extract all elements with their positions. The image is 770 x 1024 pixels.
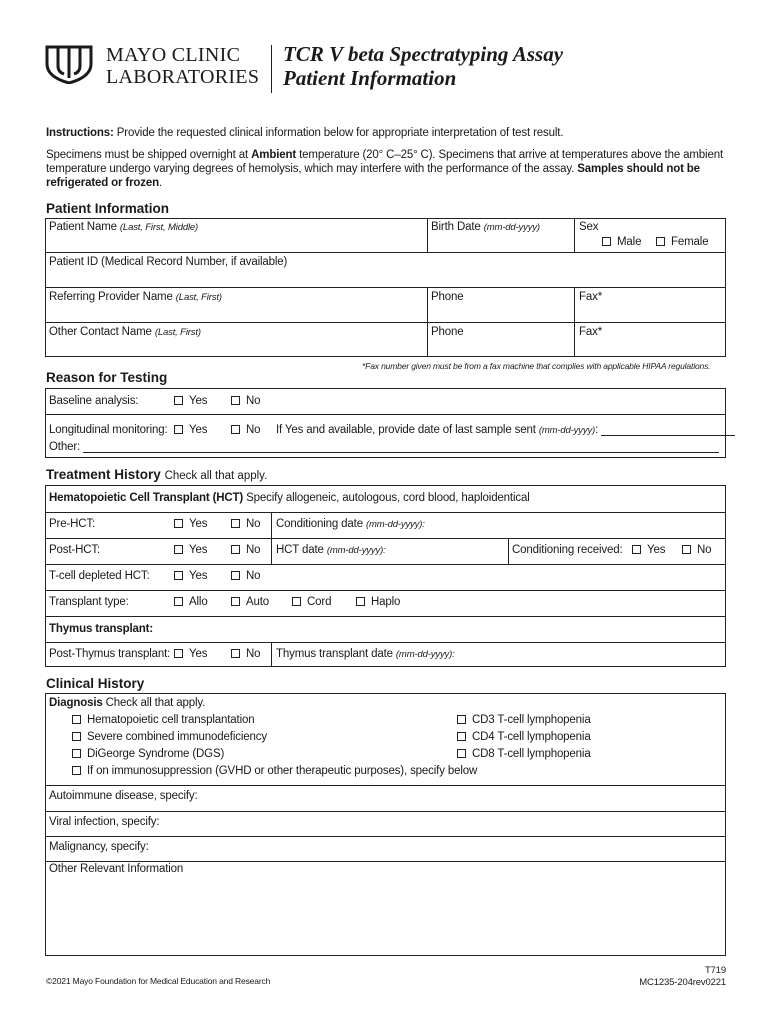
divider bbox=[45, 564, 726, 565]
patient-info-heading: Patient Information bbox=[46, 201, 170, 216]
other-fax-field[interactable]: Fax* bbox=[579, 326, 603, 338]
referring-fax-field[interactable]: Fax* bbox=[579, 291, 603, 303]
checkbox-icon bbox=[682, 545, 691, 554]
checkbox-icon bbox=[632, 545, 641, 554]
diagnosis-note: Check all that apply. bbox=[105, 697, 206, 709]
divider bbox=[271, 642, 272, 667]
no-label: No bbox=[246, 518, 261, 530]
logo-line1: MAYO CLINIC bbox=[106, 44, 241, 66]
logo-line2: LABORATORIES bbox=[106, 66, 260, 88]
header-divider bbox=[271, 45, 272, 93]
sex-female-checkbox[interactable] bbox=[656, 236, 708, 248]
other-info-field[interactable]: Other Relevant Information bbox=[49, 863, 184, 875]
pre-hct-yes-checkbox[interactable] bbox=[174, 518, 207, 530]
no-label: No bbox=[246, 544, 261, 556]
auto-label: Auto bbox=[246, 596, 270, 608]
instructions-line bbox=[46, 127, 563, 139]
post-hct-no-checkbox[interactable] bbox=[231, 544, 260, 556]
mayo-shield-logo-icon bbox=[44, 44, 94, 84]
checkbox-icon bbox=[174, 396, 183, 405]
post-thymus-label: Post-Thymus transplant: bbox=[49, 648, 171, 660]
checkbox-icon bbox=[174, 545, 183, 554]
divider bbox=[45, 538, 726, 539]
divider bbox=[574, 218, 575, 252]
diag-scid-checkbox[interactable] bbox=[72, 731, 267, 743]
other-contact-label: Other Contact Name bbox=[49, 326, 152, 338]
form-code-t719: T719 bbox=[704, 965, 726, 976]
sex-male-checkbox[interactable] bbox=[602, 236, 641, 248]
conditioning-received-label: Conditioning received: bbox=[512, 544, 623, 556]
divider bbox=[45, 811, 726, 812]
diag-dgs-checkbox[interactable] bbox=[72, 748, 224, 760]
other-phone-field[interactable]: Phone bbox=[431, 326, 464, 338]
pre-hct-label: Pre-HCT: bbox=[49, 518, 96, 530]
diag-cd4-checkbox[interactable] bbox=[457, 731, 591, 743]
post-thymus-yes-checkbox[interactable] bbox=[174, 648, 207, 660]
malignancy-field[interactable]: Malignancy, specify: bbox=[49, 841, 149, 853]
divider bbox=[574, 287, 575, 357]
birth-date-field[interactable] bbox=[431, 221, 540, 233]
divider bbox=[45, 252, 726, 253]
patient-id-field[interactable]: Patient ID (Medical Record Number, if available) bbox=[49, 256, 288, 268]
longitudinal-no-checkbox[interactable] bbox=[231, 424, 260, 436]
divider bbox=[508, 538, 509, 564]
no-label: No bbox=[246, 570, 261, 582]
divider bbox=[45, 322, 726, 323]
thymus-date-hint: (mm-dd-yyyy): bbox=[395, 649, 455, 660]
viral-infection-field[interactable]: Viral infection, specify: bbox=[49, 816, 160, 828]
shipping-ambient: Ambient bbox=[251, 149, 297, 161]
shipping-period: . bbox=[159, 177, 163, 189]
fax-hipaa-note: *Fax number given must be from a fax machine that complies with applicable HIPAA regulations. bbox=[362, 361, 711, 371]
referring-phone-field[interactable]: Phone bbox=[431, 291, 464, 303]
yes-label: Yes bbox=[647, 544, 666, 556]
conditioning-date-field[interactable] bbox=[276, 518, 425, 530]
baseline-no-checkbox[interactable] bbox=[231, 395, 260, 407]
divider bbox=[45, 590, 726, 591]
instructions-text: Provide the requested clinical information below for appropriate interpretation of test result. bbox=[116, 127, 564, 139]
pre-hct-no-checkbox[interactable] bbox=[231, 518, 260, 530]
no-label: No bbox=[246, 424, 261, 436]
patient-name-hint: (Last, First, Middle) bbox=[119, 222, 199, 233]
checkbox-icon bbox=[231, 649, 240, 658]
thymus-date-field[interactable] bbox=[276, 648, 455, 660]
baseline-yes-checkbox[interactable] bbox=[174, 395, 207, 407]
tcell-no-checkbox[interactable] bbox=[231, 570, 260, 582]
last-sample-date-field[interactable]: If Yes and available, provide date of last sample sent (mm-dd-yyyy): bbox=[276, 424, 735, 436]
divider bbox=[45, 616, 726, 617]
checkbox-icon bbox=[174, 571, 183, 580]
instructions-label: Instructions: bbox=[46, 127, 114, 139]
checkbox-icon bbox=[231, 571, 240, 580]
form-code-mc: MC1235-204rev0221 bbox=[639, 977, 726, 988]
yes-label: Yes bbox=[189, 518, 208, 530]
form-subtitle: Patient Information bbox=[283, 66, 457, 90]
checkbox-icon bbox=[72, 766, 81, 775]
female-label: Female bbox=[671, 236, 709, 248]
diag-label: Severe combined immunodeficiency bbox=[87, 731, 267, 743]
checkbox-icon bbox=[457, 749, 466, 758]
checkbox-icon bbox=[656, 237, 665, 246]
hct-note: Specify allogeneic, autologous, cord blood, haploidentical bbox=[246, 492, 530, 504]
type-allo-checkbox[interactable] bbox=[174, 596, 208, 608]
checkbox-icon bbox=[174, 425, 183, 434]
checkbox-icon bbox=[231, 425, 240, 434]
diag-immunosuppression-checkbox[interactable] bbox=[72, 765, 477, 777]
divider bbox=[45, 642, 726, 643]
autoimmune-field[interactable]: Autoimmune disease, specify: bbox=[49, 790, 198, 802]
diag-label: CD4 T-cell lymphopenia bbox=[472, 731, 591, 743]
allo-label: Allo bbox=[189, 596, 208, 608]
reason-other-label: Other: bbox=[49, 441, 81, 453]
yes-label: Yes bbox=[189, 570, 208, 582]
diag-hct-checkbox[interactable] bbox=[72, 714, 255, 726]
shipping-text-a: Specimens must be shipped overnight at bbox=[46, 149, 252, 161]
checkbox-icon bbox=[72, 749, 81, 758]
checkbox-icon bbox=[231, 519, 240, 528]
transplant-type-label: Transplant type: bbox=[49, 596, 129, 608]
conditioning-date-hint: (mm-dd-yyyy): bbox=[366, 519, 425, 530]
divider bbox=[45, 836, 726, 837]
patient-name-field[interactable] bbox=[49, 221, 198, 233]
hct-bold: Hematopoietic Cell Transplant (HCT) bbox=[49, 492, 244, 504]
post-thymus-no-checkbox[interactable] bbox=[231, 648, 260, 660]
other-contact-field[interactable] bbox=[49, 326, 201, 338]
referring-provider-label: Referring Provider Name bbox=[49, 291, 173, 303]
date-fill-line bbox=[601, 435, 735, 436]
diagnosis-bold: Diagnosis bbox=[49, 697, 103, 709]
copyright: ©2021 Mayo Foundation for Medical Education and Research bbox=[46, 976, 271, 986]
checkbox-icon bbox=[174, 519, 183, 528]
longitudinal-label: Longitudinal monitoring: bbox=[49, 424, 168, 436]
thymus-heading: Thymus transplant: bbox=[49, 623, 154, 635]
referring-provider-field[interactable] bbox=[49, 291, 222, 303]
last-sample-hint: (mm-dd-yyyy) bbox=[538, 425, 596, 436]
no-label: No bbox=[246, 648, 261, 660]
diag-cd3-checkbox[interactable] bbox=[457, 714, 591, 726]
shipping-line2 bbox=[46, 163, 700, 175]
divider bbox=[45, 512, 726, 513]
reason-other-field[interactable] bbox=[49, 441, 719, 453]
checkbox-icon bbox=[356, 597, 365, 606]
baseline-label: Baseline analysis: bbox=[49, 395, 139, 407]
divider bbox=[427, 218, 428, 252]
checkbox-icon bbox=[457, 715, 466, 724]
shipping-text-b: temperature (20° C–25° C). Specimens that arrive at temperatures above the ambient bbox=[296, 149, 723, 161]
treatment-heading-text: Treatment History bbox=[46, 467, 161, 482]
diag-label: CD8 T-cell lymphopenia bbox=[472, 748, 591, 760]
hct-date-field[interactable] bbox=[276, 544, 386, 556]
divider bbox=[45, 861, 726, 862]
treatment-heading bbox=[46, 467, 267, 482]
other-contact-hint: (Last, First) bbox=[154, 327, 201, 338]
checkbox-icon bbox=[457, 732, 466, 741]
checkbox-icon bbox=[174, 597, 183, 606]
treatment-heading-note: Check all that apply. bbox=[164, 470, 268, 482]
hct-heading bbox=[49, 492, 530, 504]
conditioning-yes-checkbox[interactable] bbox=[632, 544, 665, 556]
type-haplo-checkbox[interactable] bbox=[356, 596, 400, 608]
tcell-yes-checkbox[interactable] bbox=[174, 570, 207, 582]
checkbox-icon bbox=[231, 545, 240, 554]
clinical-heading: Clinical History bbox=[46, 676, 145, 691]
divider bbox=[45, 287, 726, 288]
hct-date-hint: (mm-dd-yyyy): bbox=[326, 545, 386, 556]
other-fill-line bbox=[83, 452, 719, 453]
shipping-text-c: temperature undergo varying degrees of hemolysis, which may interfere with the performance of the assay. bbox=[46, 163, 578, 175]
patient-name-label: Patient Name bbox=[49, 221, 117, 233]
checkbox-icon bbox=[231, 597, 240, 606]
type-auto-checkbox[interactable] bbox=[231, 596, 269, 608]
checkbox-icon bbox=[174, 649, 183, 658]
no-label: No bbox=[697, 544, 712, 556]
post-hct-label: Post-HCT: bbox=[49, 544, 101, 556]
checkbox-icon bbox=[292, 597, 301, 606]
shipping-line1 bbox=[46, 149, 723, 161]
divider bbox=[45, 414, 726, 415]
hct-date-label: HCT date bbox=[276, 544, 324, 556]
yes-label: Yes bbox=[189, 395, 208, 407]
referring-provider-hint: (Last, First) bbox=[175, 292, 222, 303]
thymus-date-label: Thymus transplant date bbox=[276, 648, 393, 660]
shipping-line3 bbox=[46, 177, 162, 189]
reason-heading: Reason for Testing bbox=[46, 370, 168, 385]
conditioning-date-label: Conditioning date bbox=[276, 518, 363, 530]
last-sample-label: If Yes and available, provide date of last sample sent bbox=[276, 424, 536, 436]
diag-label: DiGeorge Syndrome (DGS) bbox=[87, 748, 225, 760]
diag-label: CD3 T-cell lymphopenia bbox=[472, 714, 591, 726]
birth-date-label: Birth Date bbox=[431, 221, 481, 233]
haplo-label: Haplo bbox=[371, 596, 401, 608]
birth-date-hint: (mm-dd-yyyy) bbox=[483, 222, 540, 233]
cord-label: Cord bbox=[307, 596, 332, 608]
checkbox-icon bbox=[231, 396, 240, 405]
diag-cd8-checkbox[interactable] bbox=[457, 748, 591, 760]
diag-label: If on immunosuppression (GVHD or other therapeutic purposes), specify below bbox=[87, 765, 478, 777]
shipping-warning-end: refrigerated or frozen bbox=[46, 177, 160, 189]
yes-label: Yes bbox=[189, 424, 208, 436]
sex-label: Sex bbox=[579, 221, 599, 233]
diagnosis-heading bbox=[49, 697, 205, 709]
type-cord-checkbox[interactable] bbox=[292, 596, 331, 608]
divider bbox=[427, 287, 428, 357]
form-title: TCR V beta Spectratyping Assay bbox=[283, 42, 564, 66]
post-hct-yes-checkbox[interactable] bbox=[174, 544, 207, 556]
yes-label: Yes bbox=[189, 544, 208, 556]
yes-label: Yes bbox=[189, 648, 208, 660]
longitudinal-yes-checkbox[interactable] bbox=[174, 424, 207, 436]
shipping-warning: Samples should not be bbox=[577, 163, 700, 175]
checkbox-icon bbox=[72, 715, 81, 724]
checkbox-icon bbox=[72, 732, 81, 741]
divider bbox=[45, 785, 726, 786]
no-label: No bbox=[246, 395, 261, 407]
divider bbox=[271, 512, 272, 564]
diag-label: Hematopoietic cell transplantation bbox=[87, 714, 255, 726]
checkbox-icon bbox=[602, 237, 611, 246]
tcell-depleted-label: T-cell depleted HCT: bbox=[49, 570, 150, 582]
conditioning-no-checkbox[interactable] bbox=[682, 544, 711, 556]
male-label: Male bbox=[617, 236, 642, 248]
